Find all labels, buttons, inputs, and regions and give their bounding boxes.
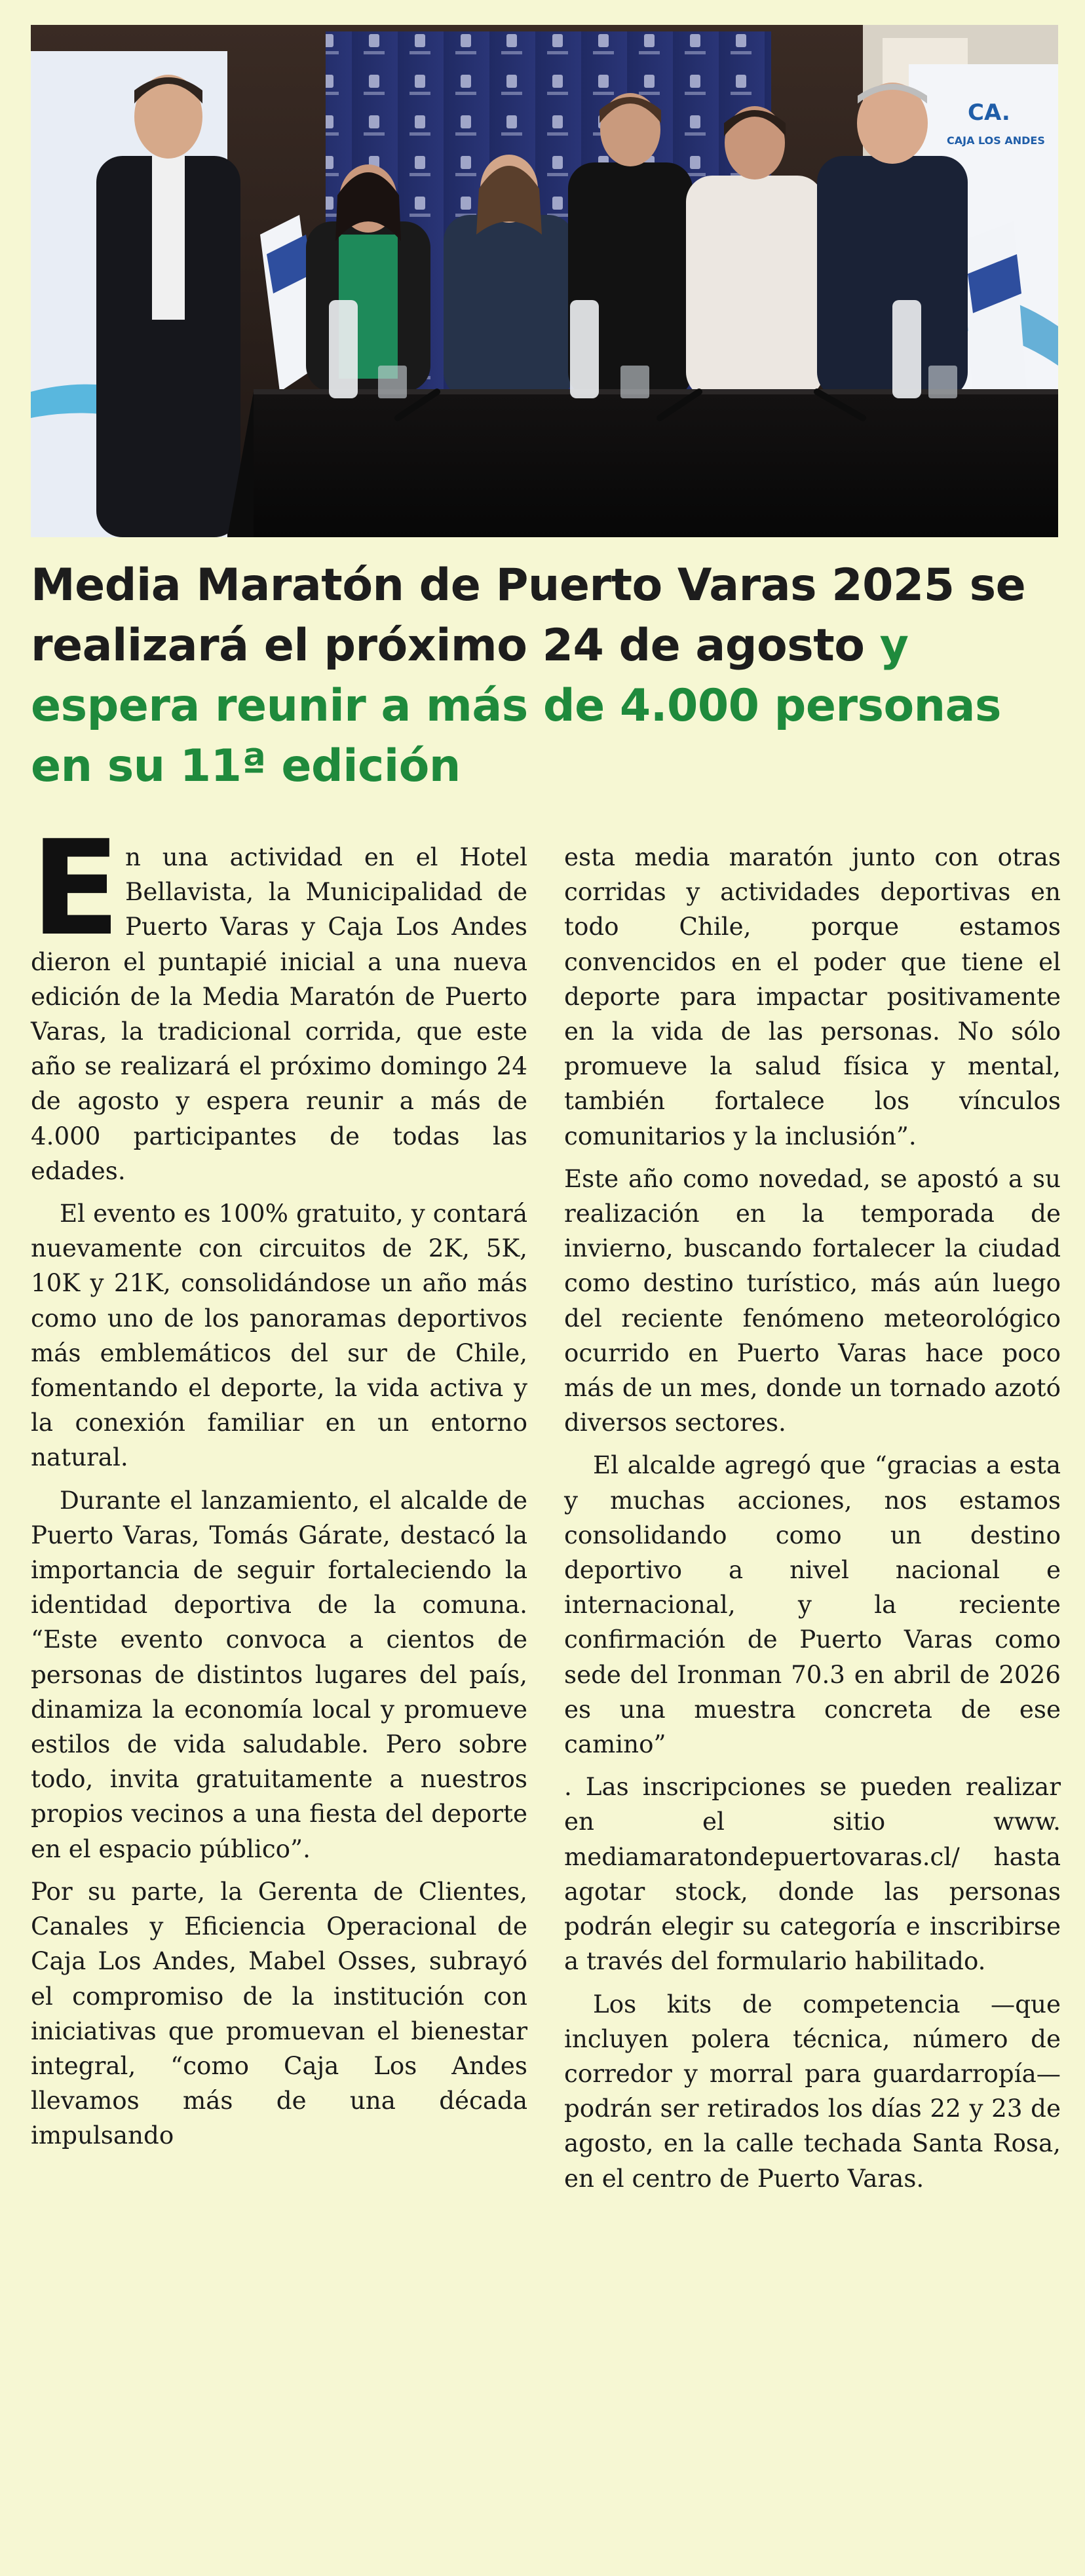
article-paragraph: El evento es 100% gratuito, y contará nuevamente con circuitos de 2K, 5K, 10K y 21K, consolidándose un año más como uno de los panoramas deportivos más emblemáticos del sur de Chile, fomentando el deporte, la vida activa y la conexión familiar en un entorno natural.	[31, 1199, 527, 1472]
headline-highlight: y espera reunir a más de 4.000 personas en su 11ª edición	[31, 620, 1001, 792]
banner-logo-text: CAJA LOS ANDES	[947, 134, 1045, 147]
article-paragraph: El alcalde agregó que “gracias a esta y muchas acciones, nos estamos consolidando como un destino deportivo a nivel nacional e internacional, y la reciente confirmación de Puerto Varas como sede del Ironman 70.3 en abril de 2026 es una muestra concreta de ese camino”	[564, 1450, 1061, 1759]
article-column-right	[564, 840, 1061, 2204]
article-paragraph: Los kits de competencia —que incluyen polera técnica, número de corredor y morral para guardarropía— podrán ser retirados los días 22 y 23 de agosto, en la calle techada Santa Rosa, en el centro de Puerto Varas.	[564, 1989, 1061, 2193]
article-paragraph: esta media maratón junto con otras corridas y actividades deportivas en todo Chile, porque estamos convencidos en el poder que tiene el deporte para impactar positivamente en la vida de las personas. No sólo promueve la salud física y mental, también fortalece los vínculos comunitarios y la inclusión”.	[564, 843, 1061, 1150]
article-headline	[31, 556, 1059, 797]
article-paragraph: Este año como novedad, se apostó a su realización en la temporada de invierno, buscando fortalecer la ciudad como destino turístico, más aún luego del reciente fenómeno meteorológico ocurrido en Puerto Varas hace poco más de un mes, donde un tornado azotó diversos sectores.	[564, 1164, 1061, 1437]
press-conference-photo	[31, 25, 1058, 537]
article-column-left	[31, 812, 527, 2161]
headline-main: Media Maratón de Puerto Varas 2025 se realizará el próximo 24 de agosto	[31, 559, 1026, 672]
article-paragraph: Durante el lanzamiento, el alcalde de Puerto Varas, Tomás Gárate, destacó la importancia de seguir fortaleciendo la identidad deportiva de la comuna. “Este evento convoca a cientos de personas de distintos lugares del país, dinamiza la economía local y promueve estilos de vida saludable. Pero sobre todo, invita gratuitamente a nuestros propios vecinos a una fiesta del deporte en el espacio público”.	[31, 1485, 527, 1863]
drop-cap: E	[31, 812, 121, 965]
article-paragraph: Por su parte, la Gerenta de Clientes, Canales y Eficiencia Operacional de Caja Los Andes, Mabel Osses, subrayó el compromiso de la institución con iniciativas que promuevan el bienestar integral, “como Caja Los Andes llevamos más de una década impulsando	[31, 1876, 527, 2150]
article-paragraph: En una actividad en el Hotel Bellavista, la Municipalidad de Puerto Varas y Caja Los Andes dieron el puntapié inicial a una nueva edición de la Media Maratón de Puerto Varas, la tradicional corrida, que este año se realizará el próximo domingo 24 de agosto y espera reunir a más de 4.000 participantes de todas las edades.	[31, 812, 527, 1185]
article-photo	[31, 25, 1058, 537]
banner-logo-mark: CA.	[968, 100, 1010, 126]
article-paragraph: . Las inscripciones se pueden realizar en el sitio www. mediamaratondepuertovaras.cl/ hasta agotar stock, donde las personas podrán elegir su categoría e inscribirse a través del formulario habilitado.	[564, 1772, 1061, 1976]
